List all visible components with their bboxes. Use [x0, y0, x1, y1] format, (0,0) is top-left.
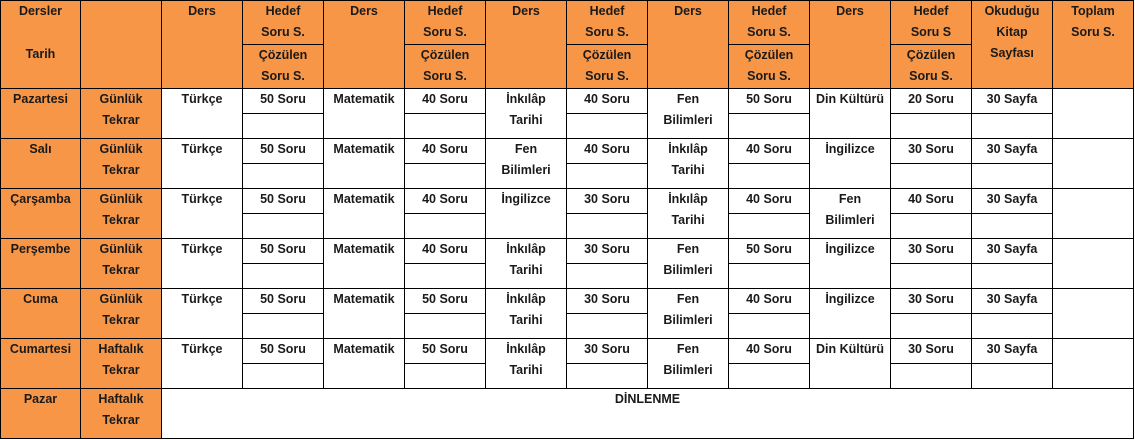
cozulen-cell[interactable] — [243, 214, 324, 239]
day-label: Çarşamba — [1, 189, 81, 239]
hedef-cell: 40 Soru — [567, 89, 648, 114]
cozulen-cell[interactable] — [891, 164, 972, 189]
cozulen-header-4: Çözülen Soru S. — [729, 45, 810, 89]
hedef-cell: 40 Soru — [891, 189, 972, 214]
cozulen-cell[interactable] — [405, 264, 486, 289]
hedef-cell: 20 Soru — [891, 89, 972, 114]
kitap-okunan-cell[interactable] — [972, 114, 1053, 139]
ders-cell: İnkılâp Tarihi — [486, 289, 567, 339]
day-row — [1, 189, 1134, 214]
day-row — [1, 339, 1134, 364]
ders-header-4: Ders — [648, 1, 729, 89]
ders-header-1: Ders — [162, 1, 243, 89]
blank-header — [81, 1, 162, 89]
hedef-cell: 50 Soru — [729, 239, 810, 264]
cozulen-cell[interactable] — [729, 164, 810, 189]
tekrar-label: Günlük Tekrar — [81, 289, 162, 339]
toplam-header: Toplam Soru S. — [1053, 1, 1134, 89]
cozulen-cell[interactable] — [891, 214, 972, 239]
kitap-okunan-cell[interactable] — [972, 264, 1053, 289]
tekrar-label: Günlük Tekrar — [81, 239, 162, 289]
day-label: Cumartesi — [1, 339, 81, 389]
hedef-cell: 40 Soru — [405, 139, 486, 164]
tarih-label: Tarih — [25, 47, 56, 61]
ders-cell: Fen Bilimleri — [486, 139, 567, 189]
ders-header-2: Ders — [324, 1, 405, 89]
ders-cell: İnkılâp Tarihi — [486, 339, 567, 389]
kitap-cell: 30 Sayfa — [972, 189, 1053, 214]
toplam-cell[interactable] — [1053, 189, 1134, 239]
hedef-cell: 40 Soru — [405, 189, 486, 214]
dersler-tarih-header — [1, 1, 81, 89]
hedef-cell: 40 Soru — [729, 339, 810, 364]
cozulen-header-3: Çözülen Soru S. — [567, 45, 648, 89]
cozulen-cell[interactable] — [891, 364, 972, 389]
ders-cell: İnkılâp Tarihi — [486, 89, 567, 139]
cozulen-header-1: Çözülen Soru S. — [243, 45, 324, 89]
day-label: Perşembe — [1, 239, 81, 289]
ders-cell: Matematik — [324, 289, 405, 339]
ders-cell: İngilizce — [810, 139, 891, 189]
cozulen-header-2: Çözülen Soru S. — [405, 45, 486, 89]
hedef-cell: 50 Soru — [243, 189, 324, 214]
cozulen-cell[interactable] — [729, 214, 810, 239]
hedef-cell: 50 Soru — [243, 239, 324, 264]
hedef-cell: 40 Soru — [405, 239, 486, 264]
kitap-cell: 30 Sayfa — [972, 289, 1053, 314]
hedef-cell: 30 Soru — [567, 339, 648, 364]
day-label: Pazartesi — [1, 89, 81, 139]
ders-cell: Fen Bilimleri — [810, 189, 891, 239]
cozulen-cell[interactable] — [243, 264, 324, 289]
rest-day-note: DİNLENME — [162, 389, 1134, 439]
tekrar-label: Günlük Tekrar — [81, 139, 162, 189]
hedef-cell: 50 Soru — [405, 339, 486, 364]
kitap-header: Okuduğu Kitap Sayfası — [972, 1, 1053, 89]
kitap-cell: 30 Sayfa — [972, 339, 1053, 364]
hedef-cell: 40 Soru — [729, 189, 810, 214]
hedef-cell: 30 Soru — [567, 239, 648, 264]
hedef-header-3: Hedef Soru S. — [567, 1, 648, 45]
cozulen-cell[interactable] — [243, 314, 324, 339]
ders-cell: Matematik — [324, 139, 405, 189]
ders-cell: İngilizce — [810, 239, 891, 289]
cozulen-cell[interactable] — [567, 114, 648, 139]
hedef-cell: 40 Soru — [729, 289, 810, 314]
ders-cell: Fen Bilimleri — [648, 289, 729, 339]
ders-cell: Din Kültürü — [810, 89, 891, 139]
cozulen-cell[interactable] — [567, 214, 648, 239]
cozulen-cell[interactable] — [405, 364, 486, 389]
cozulen-cell[interactable] — [729, 264, 810, 289]
cozulen-cell[interactable] — [729, 114, 810, 139]
hedef-cell: 30 Soru — [891, 339, 972, 364]
hedef-cell: 50 Soru — [405, 289, 486, 314]
hedef-cell: 30 Soru — [567, 189, 648, 214]
ders-cell: Türkçe — [162, 89, 243, 139]
hedef-cell: 50 Soru — [243, 289, 324, 314]
day-label: Salı — [1, 139, 81, 189]
ders-cell: İngilizce — [486, 189, 567, 239]
ders-cell: Türkçe — [162, 189, 243, 239]
cozulen-cell[interactable] — [729, 314, 810, 339]
ders-cell: İnkılâp Tarihi — [486, 239, 567, 289]
ders-cell: Matematik — [324, 239, 405, 289]
ders-cell: Fen Bilimleri — [648, 339, 729, 389]
ders-cell: Matematik — [324, 189, 405, 239]
cozulen-cell[interactable] — [405, 314, 486, 339]
day-row — [1, 239, 1134, 264]
tekrar-label: Günlük Tekrar — [81, 89, 162, 139]
kitap-okunan-cell[interactable] — [972, 364, 1053, 389]
cozulen-cell[interactable] — [567, 314, 648, 339]
hedef-cell: 50 Soru — [729, 89, 810, 114]
day-row — [1, 139, 1134, 164]
ders-cell: Fen Bilimleri — [648, 239, 729, 289]
toplam-cell[interactable] — [1053, 339, 1134, 389]
ders-cell: Türkçe — [162, 239, 243, 289]
ders-cell: İngilizce — [810, 289, 891, 339]
toplam-cell[interactable] — [1053, 139, 1134, 189]
ders-header-3: Ders — [486, 1, 567, 89]
hedef-cell: 40 Soru — [567, 139, 648, 164]
day-label: Pazar — [1, 389, 81, 439]
tekrar-label: Günlük Tekrar — [81, 189, 162, 239]
ders-cell: İnkılâp Tarihi — [648, 189, 729, 239]
hedef-cell: 30 Soru — [891, 139, 972, 164]
cozulen-cell[interactable] — [567, 264, 648, 289]
ders-cell: Türkçe — [162, 339, 243, 389]
toplam-cell[interactable] — [1053, 239, 1134, 289]
header-row-top — [1, 1, 1134, 45]
ders-cell: Matematik — [324, 89, 405, 139]
cozulen-cell[interactable] — [405, 114, 486, 139]
cozulen-cell[interactable] — [243, 164, 324, 189]
ders-cell: Türkçe — [162, 139, 243, 189]
ders-header-5: Ders — [810, 1, 891, 89]
day-label: Cuma — [1, 289, 81, 339]
ders-cell: Fen Bilimleri — [648, 89, 729, 139]
cozulen-cell[interactable] — [405, 164, 486, 189]
day-row — [1, 89, 1134, 114]
cozulen-header-5: Çözülen Soru S. — [891, 45, 972, 89]
hedef-cell: 50 Soru — [243, 89, 324, 114]
cozulen-cell[interactable] — [891, 114, 972, 139]
hedef-cell: 30 Soru — [891, 289, 972, 314]
cozulen-cell[interactable] — [243, 364, 324, 389]
hedef-cell: 40 Soru — [729, 139, 810, 164]
ders-cell: Türkçe — [162, 289, 243, 339]
cozulen-cell[interactable] — [567, 364, 648, 389]
cozulen-cell[interactable] — [405, 214, 486, 239]
kitap-cell: 30 Sayfa — [972, 239, 1053, 264]
dersler-label: Dersler — [18, 4, 63, 18]
toplam-cell[interactable] — [1053, 89, 1134, 139]
cozulen-cell[interactable] — [729, 364, 810, 389]
cozulen-cell[interactable] — [567, 164, 648, 189]
hedef-cell: 50 Soru — [243, 139, 324, 164]
hedef-cell: 40 Soru — [405, 89, 486, 114]
kitap-okunan-cell[interactable] — [972, 214, 1053, 239]
cozulen-cell[interactable] — [243, 114, 324, 139]
kitap-okunan-cell[interactable] — [972, 314, 1053, 339]
hedef-header-1: Hedef Soru S. — [243, 1, 324, 45]
sunday-row — [1, 389, 1134, 439]
ders-cell: Din Kültürü — [810, 339, 891, 389]
day-row — [1, 289, 1134, 314]
hedef-header-5: Hedef Soru S — [891, 1, 972, 45]
tekrar-label: Haftalık Tekrar — [81, 389, 162, 439]
ders-cell: İnkılâp Tarihi — [648, 139, 729, 189]
kitap-cell: 30 Sayfa — [972, 89, 1053, 114]
toplam-cell[interactable] — [1053, 289, 1134, 339]
hedef-cell: 30 Soru — [891, 239, 972, 264]
hedef-header-2: Hedef Soru S. — [405, 1, 486, 45]
kitap-cell: 30 Sayfa — [972, 139, 1053, 164]
ders-cell: Matematik — [324, 339, 405, 389]
kitap-okunan-cell[interactable] — [972, 164, 1053, 189]
hedef-header-4: Hedef Soru S. — [729, 1, 810, 45]
tekrar-label: Haftalık Tekrar — [81, 339, 162, 389]
cozulen-cell[interactable] — [891, 314, 972, 339]
hedef-cell: 50 Soru — [243, 339, 324, 364]
cozulen-cell[interactable] — [891, 264, 972, 289]
hedef-cell: 30 Soru — [567, 289, 648, 314]
